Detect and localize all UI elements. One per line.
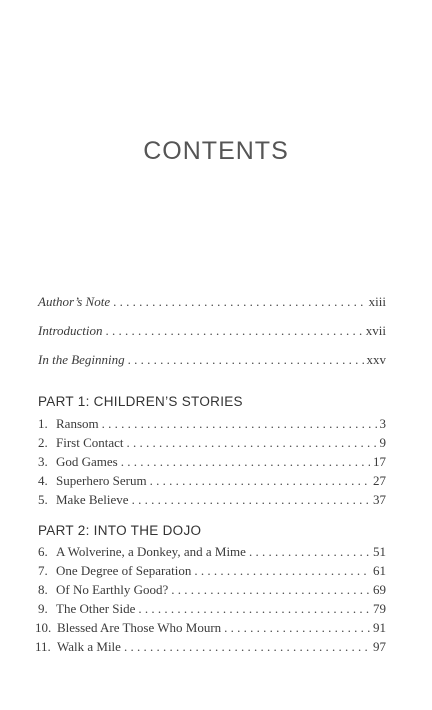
chapter-page: 51 <box>373 544 386 559</box>
dot-leader <box>194 563 370 579</box>
chapter-title: Of No Earthly Good? <box>56 582 169 597</box>
entry-page: xvii <box>365 323 386 338</box>
entry-page: xxv <box>366 352 386 367</box>
chapter-title: Blessed Are Those Who Mourn <box>57 620 222 635</box>
chapter-page: 17 <box>373 454 386 469</box>
dot-leader <box>127 435 377 451</box>
toc-chapter <box>38 435 386 451</box>
chapter-page: 9 <box>379 435 386 450</box>
chapter-title: One Degree of Separation <box>56 563 192 578</box>
chapter-number: 1. <box>38 416 48 431</box>
chapter-number: 5. <box>38 492 48 507</box>
toc-chapter <box>35 620 386 636</box>
toc-chapter <box>38 563 386 579</box>
toc-chapter <box>38 492 386 508</box>
chapter-page: 97 <box>373 639 386 654</box>
toc-chapter <box>38 582 386 598</box>
entry-label: Author’s Note <box>38 294 111 309</box>
chapter-page: 69 <box>373 582 386 597</box>
chapter-page: 27 <box>373 473 386 488</box>
chapter-number: 4. <box>38 473 48 488</box>
page-title: CONTENTS <box>143 137 289 165</box>
chapter-page: 61 <box>373 563 386 578</box>
part-heading: PART 1: CHILDREN’S STORIES <box>38 394 243 409</box>
chapter-title: Walk a Mile <box>57 639 121 654</box>
toc-entry-introduction <box>38 323 386 339</box>
chapter-page: 91 <box>373 620 386 635</box>
chapter-page: 3 <box>379 416 386 431</box>
dot-leader <box>249 544 370 560</box>
toc-chapter <box>38 544 386 560</box>
chapter-number: 8. <box>38 582 48 597</box>
toc-entry-authors-note <box>38 294 386 310</box>
chapter-number: 6. <box>38 544 48 559</box>
dot-leader <box>124 639 370 655</box>
dot-leader <box>171 582 370 598</box>
dot-leader <box>121 454 370 470</box>
chapter-number: 3. <box>38 454 48 469</box>
toc-chapter <box>38 454 386 470</box>
dot-leader <box>132 492 370 508</box>
dot-leader <box>113 294 366 310</box>
part-heading: PART 2: INTO THE DOJO <box>38 523 202 538</box>
chapter-title: Ransom <box>56 416 99 431</box>
chapter-page: 37 <box>373 492 386 507</box>
toc-chapter <box>38 416 386 432</box>
chapter-title: A Wolverine, a Donkey, and a Mime <box>56 544 246 559</box>
entry-page: xiii <box>368 294 386 309</box>
chapter-title: The Other Side <box>56 601 136 616</box>
chapter-title: Make Believe <box>56 492 129 507</box>
chapter-number: 10. <box>35 620 52 635</box>
chapter-page: 79 <box>373 601 386 616</box>
chapter-number: 9. <box>38 601 48 616</box>
chapter-number: 7. <box>38 563 48 578</box>
chapter-title: First Contact <box>56 435 124 450</box>
entry-label: Introduction <box>38 323 103 338</box>
toc-entry-in-the-beginning <box>38 352 386 368</box>
chapter-title: God Games <box>56 454 118 469</box>
dot-leader <box>102 416 377 432</box>
dot-leader <box>224 620 370 636</box>
chapter-title: Superhero Serum <box>56 473 147 488</box>
entry-label: In the Beginning <box>38 352 125 367</box>
dot-leader <box>106 323 363 339</box>
dot-leader <box>128 352 364 368</box>
chapter-number: 11. <box>35 639 51 654</box>
toc-chapter <box>35 639 386 655</box>
chapter-number: 2. <box>38 435 48 450</box>
dot-leader <box>138 601 370 617</box>
toc-chapter <box>38 473 386 489</box>
toc-chapter <box>38 601 386 617</box>
dot-leader <box>150 473 370 489</box>
